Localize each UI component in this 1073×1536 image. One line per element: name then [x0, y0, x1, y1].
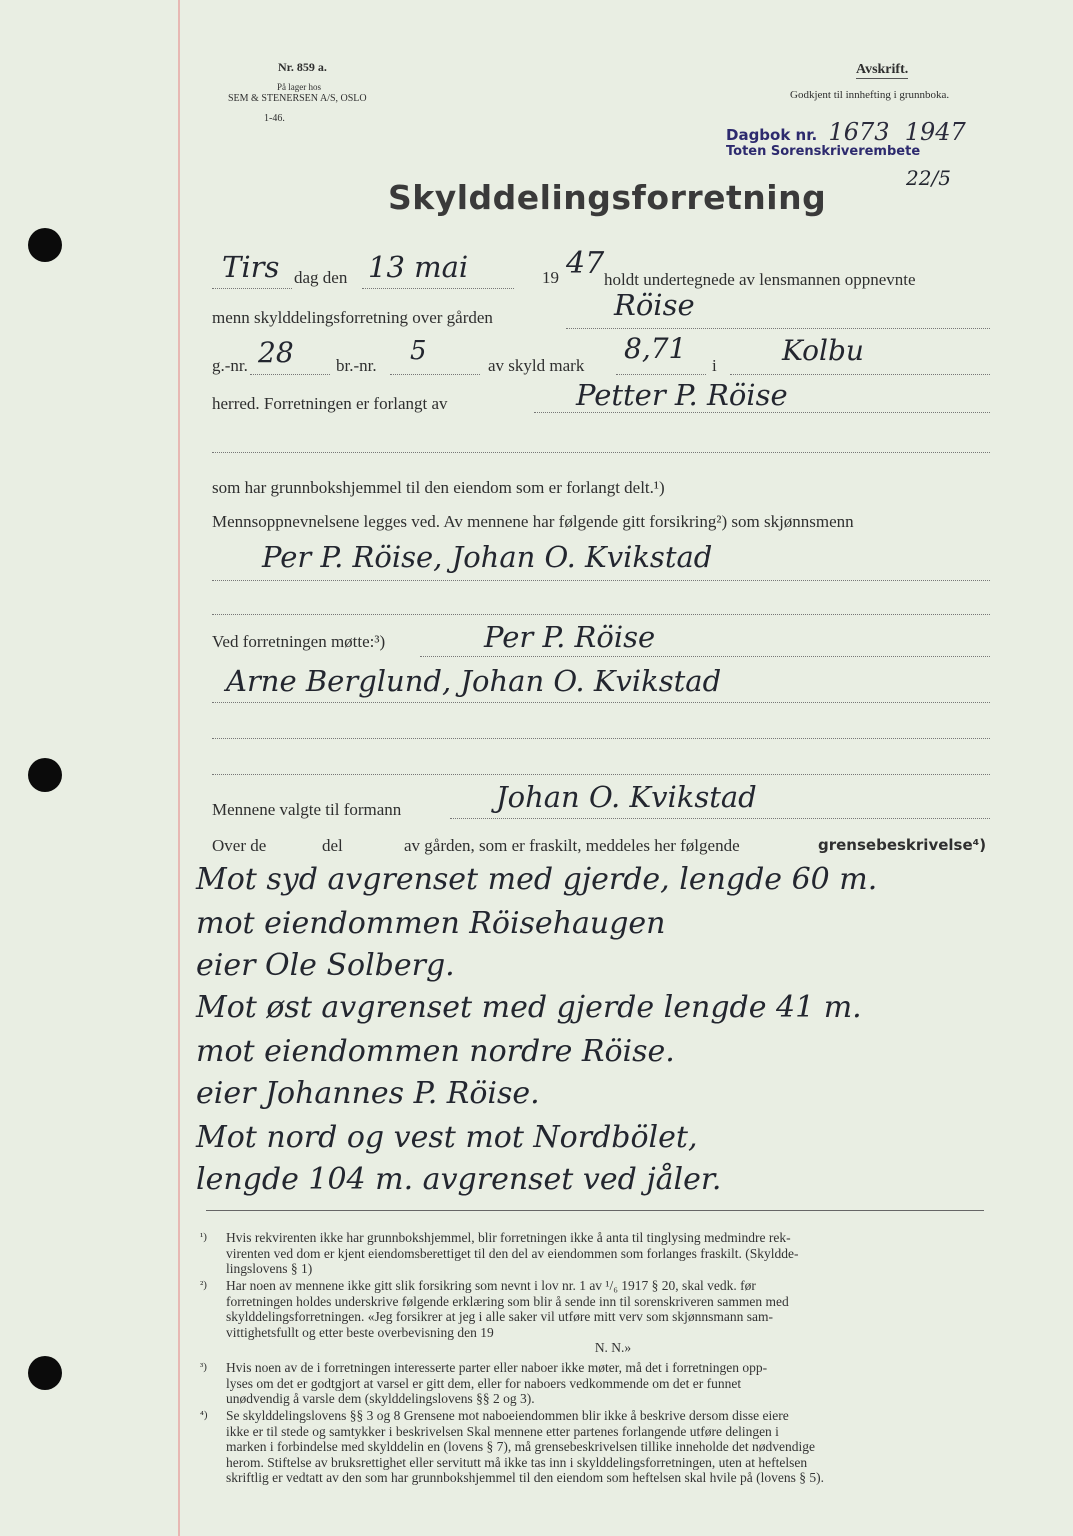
stamp-office: Toten Sorenskriverembete	[726, 144, 921, 159]
label-year-prefix: 19	[542, 268, 559, 287]
dots-blank-3	[212, 738, 990, 739]
footnote-line: herom. Stiftelse av bruksrettighet eller servitutt må ikke tas inn i skylddelingsforretningen, uten at heftelsen	[226, 1454, 808, 1470]
hw-present-line2: Arne Berglund, Johan O. Kvikstad	[226, 664, 722, 698]
label-av-garden: av gården, som er fraskilt, meddeles her følgende	[404, 836, 740, 855]
stamp-year: 1947	[904, 118, 966, 146]
publisher-line1: På lager hos	[277, 82, 321, 92]
hw-brnr: 5	[410, 336, 427, 366]
footnote-number: ³)	[200, 1361, 207, 1373]
avskrift-label: Avskrift.	[856, 62, 909, 77]
dots-farm	[566, 328, 990, 329]
dots-brnr	[390, 374, 480, 375]
dots-witnesses	[212, 580, 990, 581]
label-ved-forretningen: Ved forretningen møtte:³)	[212, 632, 386, 651]
dots-date	[362, 288, 514, 289]
hw-gnr: 28	[258, 336, 294, 369]
hw-chairman: Johan O. Kvikstad	[496, 780, 757, 814]
label-del: del	[322, 836, 343, 855]
stamp-dagbok	[726, 118, 966, 146]
hw-boundary-line: Mot øst avgrenset med gjerde lengde 41 m.	[196, 990, 862, 1025]
margin-rule	[178, 0, 180, 1536]
label-som-har: som har grunnbokshjemmel til den eiendom som er forlangt delt.¹)	[212, 478, 665, 497]
footnote-line: skriftlig er vedtatt av den som har grunnbokshjemmel til den eiendom som heftelsen skal hvile på (lovens § 5).	[226, 1470, 824, 1485]
stamp-dagbok-number: 1673	[828, 118, 890, 146]
hw-boundary-line: mot eiendommen Röisehaugen	[196, 906, 666, 941]
footnote-line: forretningen holdes underskrive følgende erklæring som blir å sende inn til sorenskriveren sammen med	[226, 1293, 789, 1309]
hw-farm: Röise	[614, 288, 695, 322]
label-grensebeskrivelse: grensebeskrivelse⁴)	[818, 836, 987, 854]
binder-hole-top	[28, 228, 62, 262]
footnote-line: vittighetsfullt og etter beste overbevisning den 19	[226, 1324, 494, 1340]
dots-weekday	[212, 288, 292, 289]
footnote-line: virenten ved dom er kjent eiendomsberettiget til den del av eiendommen som forlanges fraskilt. (Skyldde-	[226, 1245, 799, 1261]
label-herred: herred. Forretningen er forlangt av	[212, 394, 448, 413]
footnote-1	[200, 1230, 1000, 1277]
footnote-divider	[206, 1210, 984, 1211]
hw-boundary-line: mot eiendommen nordre Röise.	[196, 1034, 675, 1069]
hw-skyld: 8,71	[624, 332, 687, 365]
footnote-number: ⁴)	[200, 1409, 208, 1421]
binder-hole-bottom	[28, 1356, 62, 1390]
stamp-dagbok-label: Dagbok nr.	[726, 126, 818, 144]
footnote-line: N. N.»	[594, 1340, 632, 1355]
document-title: Skylddelingsforretning	[388, 178, 827, 217]
footnote-line: Se skylddelingslovens §§ 3 og 8 Grensene mot naboeiendommen blir ikke å beskrive dersom disse eiere	[226, 1408, 789, 1423]
footnote-line: lingslovens § 1)	[226, 1261, 313, 1276]
label-mennene-valgte: Mennene valgte til formann	[212, 800, 402, 819]
footnote-number: ¹)	[200, 1231, 207, 1243]
publisher-line2: SEM & STENERSEN A/S, OSLO	[228, 93, 367, 104]
dots-requester	[534, 412, 990, 413]
footnote-line: unødvendig å varsle dem (skylddelingslovens §§ 2 og 3).	[226, 1391, 535, 1406]
binder-hole-middle	[28, 758, 62, 792]
godkjent-label: Godkjent til innhefting i grunnboka.	[790, 89, 950, 101]
hw-date: 13 mai	[368, 250, 469, 284]
dots-present-2	[212, 702, 990, 703]
footnote-line: lyses om det er godtgjort at varsel er gitt dem, eller for naboers vedkommende om det er funnet	[226, 1375, 742, 1391]
stamp-date: 22/5	[906, 166, 951, 190]
label-dag-den: dag den	[294, 268, 348, 287]
hw-boundary-line: Mot syd avgrenset med gjerde, lengde 60 m.	[196, 862, 878, 897]
label-menn: menn skylddelingsforretning over gården	[212, 308, 493, 327]
hw-requester: Petter P. Röise	[576, 378, 788, 412]
dots-gnr	[250, 374, 330, 375]
form-number: Nr. 859 a.	[278, 60, 327, 74]
hw-herred: Kolbu	[782, 334, 864, 367]
hw-present-line1: Per P. Röise	[484, 620, 656, 654]
dots-chairman	[450, 818, 990, 819]
label-brnr: br.-nr.	[336, 356, 377, 375]
footnote-4	[200, 1408, 1000, 1486]
footnote-line: marken i forbindelse med skylddelin en (lovens § 7), må grensebeskrivelsen tillike inneholde det nødvendige	[226, 1439, 815, 1454]
label-skyld: av skyld mark	[488, 356, 585, 375]
dots-blank-4	[212, 774, 990, 775]
footnote-line: Hvis noen av de i forretningen interesserte parter eller naboer ikke møter, må det i forretningen opp-	[226, 1360, 768, 1375]
footnote-3	[200, 1360, 1000, 1407]
hw-witnesses: Per P. Röise, Johan O. Kvikstad	[262, 540, 713, 574]
label-mennsopp: Mennsoppnevnelsene legges ved. Av mennene har følgende gitt forsikring²) som skjønnsmenn	[212, 512, 854, 531]
hw-boundary-line: eier Ole Solberg.	[196, 948, 455, 983]
label-over-de: Over de	[212, 836, 267, 855]
footnote-number: ²)	[200, 1279, 207, 1291]
footnote-line: skylddelingsforretningen. «Jeg forsikrer at jeg i alle saker vil utføre mitt verv som skjønnsmann sam-	[226, 1309, 774, 1324]
label-i: i	[712, 356, 717, 375]
hw-year: 47	[566, 246, 605, 281]
footnote-line: Har noen av mennene ikke gitt slik forsikring som nevnt i lov nr. 1 av ¹/₆ 1917 § 20, skal vedk. før	[226, 1278, 756, 1293]
footnote-line: ikke er til stede og samtykker i beskrivelsen Skal mennene etter partenes forlangende utføre delingen i	[226, 1423, 779, 1439]
hw-boundary-line: lengde 104 m. avgrenset ved jåler.	[196, 1162, 722, 1197]
dots-herred	[730, 374, 990, 375]
label-gnr: g.-nr.	[212, 356, 248, 375]
label-holdt: holdt undertegnede av lensmannen oppnevnte	[604, 270, 916, 289]
dots-blank-2	[212, 614, 990, 615]
footnote-2	[200, 1278, 1000, 1356]
dots-blank-1	[212, 452, 990, 453]
hw-boundary-line: Mot nord og vest mot Nordbölet,	[196, 1120, 698, 1155]
hw-weekday: Tirs	[222, 250, 280, 284]
print-date: 1-46.	[264, 113, 285, 124]
dots-present-1	[420, 656, 990, 657]
footnote-line: Hvis rekvirenten ikke har grunnbokshjemmel, blir forretningen ikke å anta til tinglysing medmindre rek-	[226, 1230, 791, 1245]
hw-boundary-line: eier Johannes P. Röise.	[196, 1076, 540, 1111]
dots-skyld	[616, 374, 706, 375]
